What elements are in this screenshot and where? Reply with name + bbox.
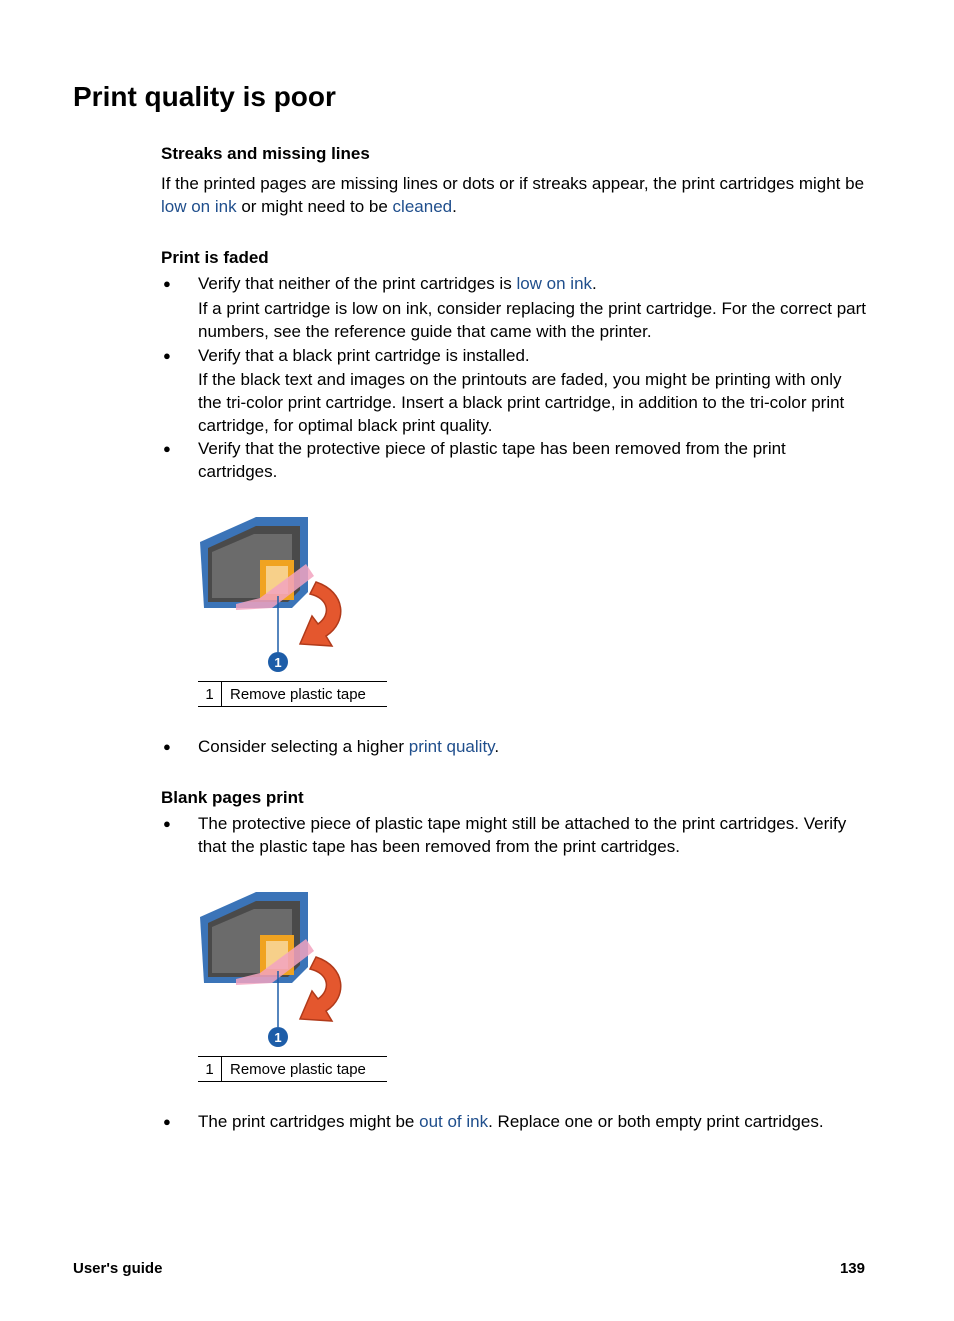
faded-bullet-3: Verify that the protective piece of plastic tape has been removed from the print cartridges.: [198, 439, 786, 481]
link-low-on-ink[interactable]: low on ink: [161, 197, 237, 216]
section-heading-faded: Print is faded: [161, 248, 269, 267]
faded-bullet-4: [198, 735, 868, 758]
print-cartridge-illustration: [196, 887, 356, 1049]
streaks-text-3: .: [452, 197, 457, 216]
faded-b1-end: .: [592, 274, 597, 293]
faded-b4-end: .: [494, 737, 500, 756]
faded-bullet-2: Verify that a black print cartridge is installed.: [198, 346, 530, 365]
bullet-marker: ●: [163, 276, 171, 291]
faded-bullet-1: [198, 272, 868, 295]
blank-bullet-1: The protective piece of plastic tape might still be attached to the print cartridges. Verify that the plastic tape has been removed from the print cartridges.: [198, 814, 847, 856]
figure-caption-1: [198, 681, 387, 707]
link-print-quality[interactable]: print quality: [408, 737, 495, 756]
faded-b4-text: Consider selecting a higher: [198, 737, 409, 756]
streaks-text-1: If the printed pages are missing lines or dots or if streaks appear, the print cartridges might be: [161, 174, 865, 193]
page-title: Print quality is poor: [73, 81, 336, 112]
caption-text: Remove plastic tape: [230, 1060, 366, 1078]
streaks-text-2: or might need to be: [236, 197, 393, 216]
link-cleaned[interactable]: cleaned: [392, 197, 453, 216]
caption-text: Remove plastic tape: [230, 685, 366, 703]
blank-bullet-2: [198, 1110, 868, 1133]
numbered-callout-icon: 1: [268, 652, 288, 672]
bullet-marker: ●: [163, 348, 171, 363]
blank-b2-end: . Replace one or both empty print cartridges.: [488, 1112, 824, 1131]
caption-number: 1: [198, 682, 222, 706]
numbered-callout-icon: 1: [268, 1027, 288, 1047]
bullet-marker: ●: [163, 441, 171, 456]
figure-remove-tape-1: [196, 512, 356, 674]
figure-remove-tape-2: [196, 887, 356, 1049]
bullet-marker: ●: [163, 816, 171, 831]
link-out-of-ink[interactable]: out of ink: [419, 1112, 489, 1131]
section-heading-blank: Blank pages print: [161, 788, 304, 807]
faded-bullet-2-sub: If the black text and images on the printouts are faded, you might be printing with only the tri-color print cartridge. Insert a black print cartridge, in addition to the tri-color print cartridge, for optimal black print quality.: [198, 370, 845, 435]
bullet-marker: ●: [163, 739, 171, 754]
page-number: 139: [839, 1260, 865, 1277]
link-low-on-ink-2[interactable]: low on ink: [516, 274, 593, 293]
caption-number: 1: [198, 1057, 222, 1081]
figure-caption-2: [198, 1056, 387, 1082]
print-cartridge-illustration: [196, 512, 356, 674]
blank-b2-text: The print cartridges might be: [198, 1112, 420, 1131]
section-heading-streaks: Streaks and missing lines: [161, 144, 370, 163]
footer-guide-title: User's guide: [73, 1260, 163, 1277]
faded-bullet-1-sub: If a print cartridge is low on ink, consider replacing the print cartridge. For the correct part numbers, see the reference guide that came with the printer.: [198, 299, 867, 341]
bullet-marker: ●: [163, 1114, 171, 1129]
faded-b1-text: Verify that neither of the print cartridges is: [198, 274, 517, 293]
streaks-paragraph: [161, 172, 866, 218]
